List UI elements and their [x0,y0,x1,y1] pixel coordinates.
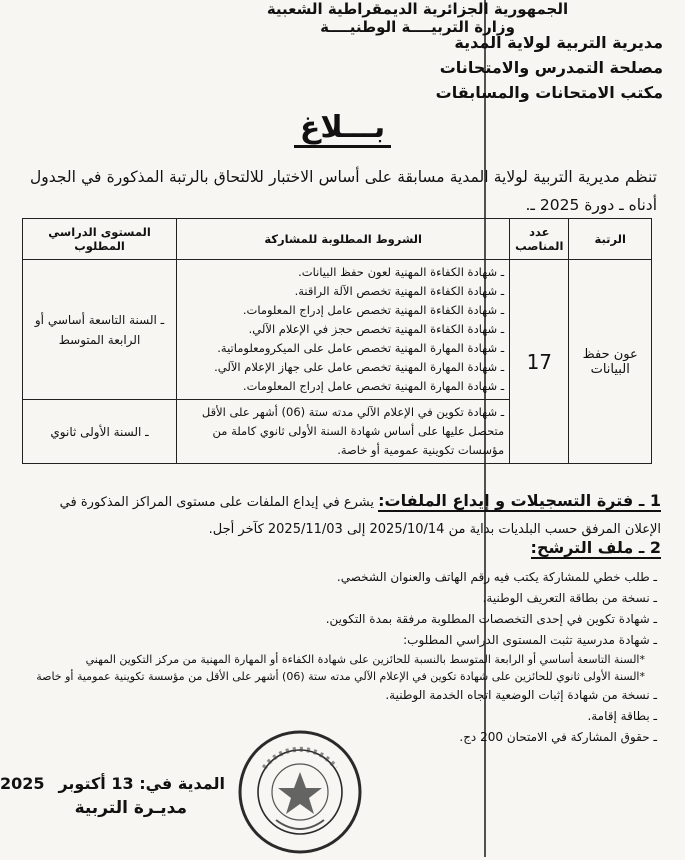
ministry-line: وزارة التربيــــة الوطنيــــة [320,18,515,36]
section-1-title: 1 ـ فترة التسجيلات و إيداع الملفات: [378,491,661,510]
list-item: ـ نسخة من شهادة إثبات الوضعية اتجاه الخدمة الوطنية. [385,688,657,702]
table-row [23,260,652,400]
list-item: ـ حقوق المشاركة في الامتحان 200 دج. [459,730,657,744]
signature-year: 2025 [0,774,45,793]
office-line: مكتب الامتحانات والمسابقات [435,83,663,102]
rank-cell: عون حفظ البيانات [569,260,652,464]
condition-item: ـ شهادة الكفاءة المهنية تخصص الآلة الراقنة. [294,284,505,298]
list-item: ـ شهادة مدرسية تثبت المستوى الدراسي المطلوب: [403,633,657,647]
list-subitem: *السنة التاسعة أساسي أو الرابعة المتوسط بالنسبة للحائزين على شهادة الكفاءة أو المهارة المهنية من مركز التكوين المهني [85,653,645,666]
conditions-cell-2: ـ شهادة تكوين في الإعلام الآلي مدته ستة (06) أشهر على الأقل متحصل عليها على أساس شهادة السنة الأولى ثانوي كاملة من مؤسسات تكوينية عمومية أو خاصة. [177,400,510,464]
header-level: المستوى الدراسي المطلوب [23,219,177,260]
service-line: مصلحة التمدرس والامتحانات [439,58,663,77]
list-item: ـ شهادة تكوين في إحدى التخصصات المطلوبة مرفقة بمدة التكوين. [325,612,657,626]
table-header-row [23,219,652,260]
directorate-line: مديرية التربية لولاية المدية [454,33,663,52]
count-cell: 17 [510,260,569,464]
stamp-seal-icon [236,728,364,856]
issuer-block [436,30,663,105]
condition-item: ـ شهادة الكفاءة المهنية تخصص حجز في الإعلام الآلي. [248,322,505,336]
conditions-cell-1 [177,260,510,400]
republic-line: الجمهورية الجزائرية الديمقراطية الشعبية [266,0,569,18]
condition-item: ـ شهادة المهارة المهنية تخصص عامل على الميكرومعلوماتية. [217,341,505,355]
condition-item: ـ شهادة المهارة المهنية تخصص عامل إدراج المعلومات. [242,379,505,393]
official-stamp [236,728,364,856]
list-item: ـ نسخة من بطاقة التعريف الوطنية. [482,591,657,605]
section-1-body: يشرع في إيداع الملفات على مستوى المراكز المذكورة في الإعلان المرفق حسب البلديات بداية من 2025/10/14 إلى 2025/11/03 كآخر أجل. [59,495,661,537]
section-registration [28,487,661,543]
header-rank: الرتبة [569,219,652,260]
condition-item: ـ شهادة الكفاءة المهنية تخصص عامل إدراج المعلومات. [242,303,505,317]
section-2-title: 2 ـ ملف الترشح: [530,538,661,557]
header-count: عدد المناصب [510,219,569,260]
level-cell-2: ـ السنة الأولى ثانوي [23,400,177,464]
list-item: ـ بطاقة إقامة. [587,709,657,723]
list-subitem: *السنة الأولى ثانوي للحائزين على شهادة تكوين في الإعلام الآلي مدته ستة (06) أشهر على الأقل من مؤسسة تكوينية عمومية أو خاصة [36,670,645,683]
condition-item: ـ شهادة الكفاءة المهنية لعون حفظ البيانات. [298,265,505,279]
place-date: المدية في: 13 أكتوبر2025 [0,774,225,793]
positions-table [22,218,652,464]
intro-paragraph: تنظم مديرية التربية لولاية المدية مسابقة على أساس الاختبار للالتحاق بالرتبة المذكورة في الجدول أدناه ـ دورة 2025 ـ. [30,168,657,214]
dossier-list [24,567,657,748]
notice-title: بـــلاغ [0,110,685,145]
condition-item: ـ شهادة المهارة المهنية تخصص عامل على جهاز الإعلام الآلي. [214,360,505,374]
director-title: مديـرة التربية [74,798,187,818]
section-dossier [28,538,661,557]
level-cell-1: ـ السنة التاسعة أساسي أو الرابعة المتوسط [23,260,177,400]
list-item: ـ طلب خطي للمشاركة يكتب فيه رقم الهاتف والعنوان الشخصي. [336,570,657,584]
header-conditions: الشروط المطلوبة للمشاركة [177,219,510,260]
